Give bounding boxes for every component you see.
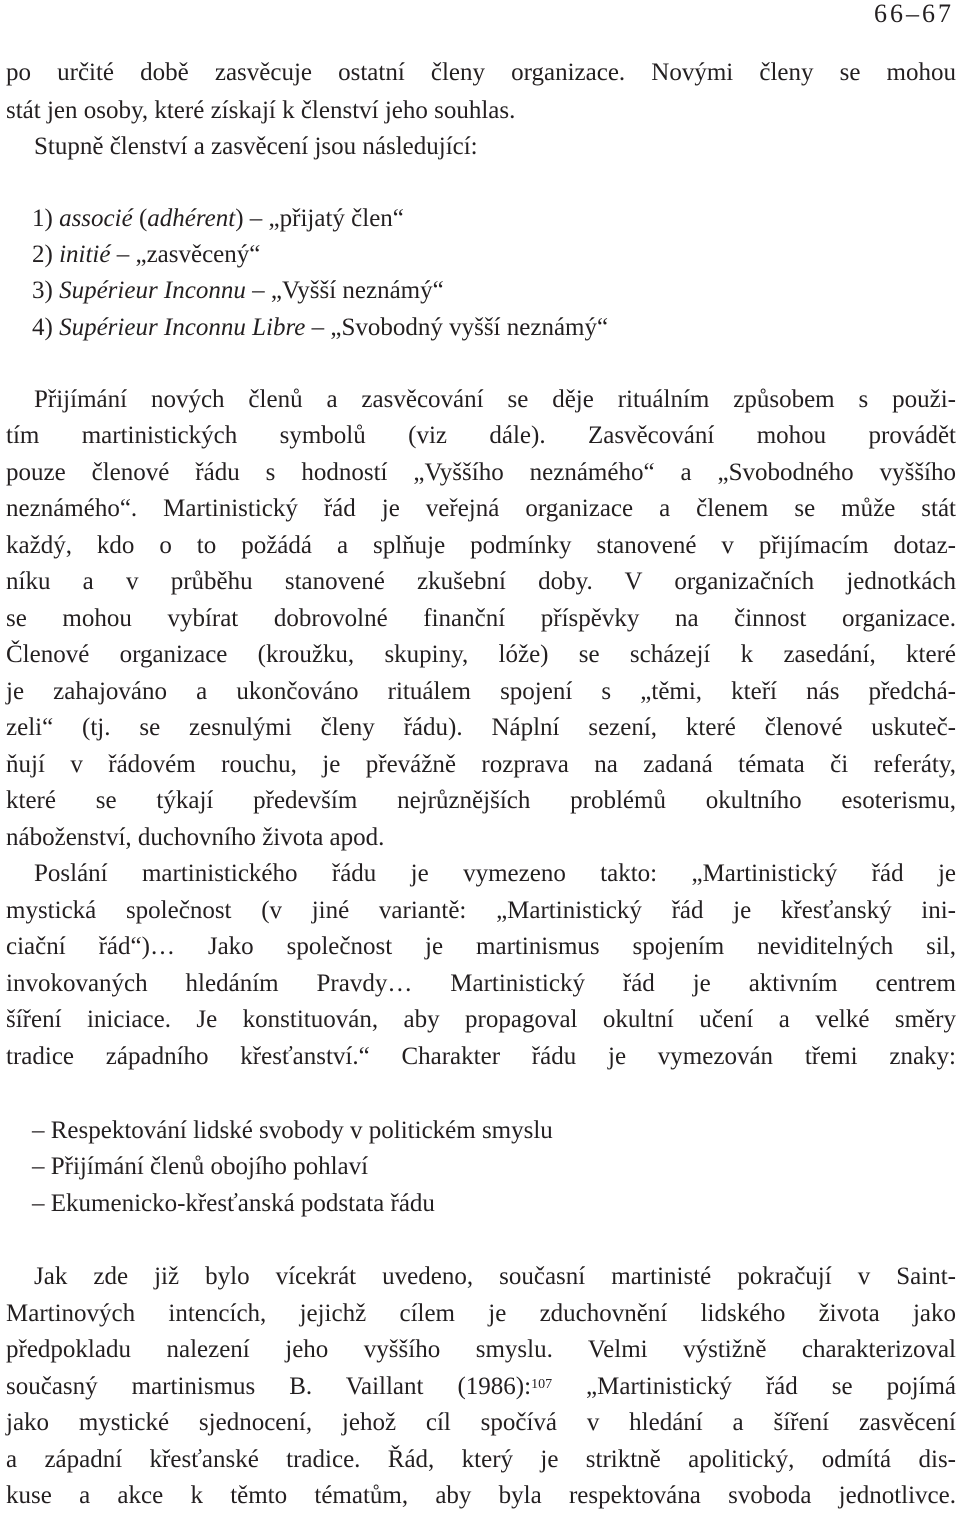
- text-line: se mohou vybírat dobrovolné finanční příspěvky na činnost organizace.: [6, 605, 956, 632]
- degree-term-alt: adhérent: [147, 205, 236, 232]
- degree-number: 2): [32, 241, 53, 268]
- text-line: ňují v řádovém rouchu, je převážně rozprava na zadaná témata či referáty,: [6, 751, 956, 778]
- trait-item: – Přijímání členů obojího pohlaví: [32, 1153, 369, 1180]
- text-line: tím martinistických symbolů (viz dále). Zasvěcování mohou provádět: [6, 422, 956, 449]
- text-line: mystická společnost (v jiné variantě: „Martinistický řád je křesťanský ini-: [6, 897, 956, 924]
- text-line: je zahajováno a ukončováno rituálem spojení s „těmi, kteří nás předchá-: [6, 678, 956, 705]
- text-line: zeli“ (tj. se zesnulými členy řádu). Náplní sezení, které členové uskuteč-: [6, 714, 956, 741]
- text-line: invokovaných hledáním Pravdy… Martinistický řád je aktivním centrem: [6, 970, 956, 997]
- page-number: 66–67: [874, 0, 954, 28]
- trait-item: – Ekumenicko-křesťanská podstata řádu: [32, 1190, 435, 1217]
- text-line: jako mystické sjednocení, jehož cíl spočívá v hledání a šíření zasvěcení: [6, 1409, 956, 1436]
- degree-number: 4): [32, 314, 53, 341]
- text-line: Stupně členství a zasvěcení jsou následující:: [34, 133, 478, 160]
- text-line: předpokladu nalezení jeho vyššího smyslu. Velmi výstižně charakterizoval: [6, 1336, 956, 1363]
- degree-term: initié: [59, 241, 111, 268]
- text-line: ciační řád“)… Jako společnost je martinismus spojením neviditelných sil,: [6, 933, 956, 960]
- degree-item: [32, 276, 444, 306]
- degree-translation: – „zasvěcený“: [110, 241, 261, 268]
- degree-item: [32, 240, 260, 270]
- degree-term: Supérieur Inconnu Libre: [59, 314, 306, 341]
- text-line: každý, kdo o to požádá a splňuje podmínky stanovené v přijímacím dotaz-: [6, 532, 956, 559]
- text-line: náboženství, duchovního života apod.: [6, 824, 385, 851]
- degree-translation: – „Vyšší neznámý“: [245, 277, 444, 304]
- text-fragment: „Martinistický řád se pojímá: [552, 1373, 957, 1400]
- text-line: kuse a akce k těmto tématům, aby byla respektována svoboda jednotlivce.: [6, 1482, 956, 1509]
- text-line: Poslání martinistického řádu je vymezeno takto: „Martinistický řád je: [34, 860, 956, 887]
- degree-translation: – „Svobodný vyšší neznámý“: [305, 314, 609, 341]
- degree-number: 1): [32, 205, 53, 232]
- text-line: pouze členové řádu s hodností „Vyššího neznámého“ a „Svobodného vyššího: [6, 459, 956, 486]
- trait-item: – Respektování lidské svobody v politickém smyslu: [32, 1117, 553, 1144]
- text-fragment: současný martinismus B. Vaillant (1986):: [6, 1373, 532, 1400]
- degree-number: 3): [32, 277, 53, 304]
- text-line: neznámého“. Martinistický řád je veřejná organizace a členem se může stát: [6, 495, 956, 522]
- text-line-with-footnote: [6, 1372, 956, 1402]
- footnote-reference: 107: [531, 1377, 553, 1392]
- degree-paren-open: (: [132, 205, 148, 232]
- text-line: Martinových intencích, jejichž cílem je zduchovnění lidského života jako: [6, 1300, 956, 1327]
- text-line: Členové organizace (kroužku, skupiny, lóže) se scházejí k zasedání, které: [6, 641, 956, 668]
- text-line: a západní křesťanské tradice. Řád, který je striktně apolitický, odmítá dis-: [6, 1446, 956, 1473]
- degree-term: Supérieur Inconnu: [59, 277, 246, 304]
- degree-item: [32, 313, 608, 343]
- text-line: šíření iniciace. Je konstituován, aby propagoval okultní učení a velké směry: [6, 1006, 956, 1033]
- degree-term: associé: [59, 205, 133, 232]
- text-line: Přijímání nových členů a zasvěcování se děje rituálním způsobem s použi-: [34, 386, 956, 413]
- degree-translation: – „přijatý člen“: [243, 205, 404, 232]
- text-line: níku a v průběhu stanovené zkušební doby. V organizačních jednotkách: [6, 568, 956, 595]
- degree-paren-close: ): [235, 205, 244, 232]
- degree-item: [32, 204, 404, 234]
- text-line: po určité době zasvěcuje ostatní členy organizace. Novými členy se mohou: [6, 59, 956, 86]
- text-line: tradice západního křesťanství.“ Charakter řádu je vymezován třemi znaky:: [6, 1043, 956, 1070]
- book-page: [6, 0, 956, 1520]
- text-line: Jak zde již bylo vícekrát uvedeno, současní martinisté pokračují v Saint-: [34, 1263, 956, 1290]
- text-line: stát jen osoby, které získají k členství jeho souhlas.: [6, 97, 516, 124]
- text-line: které se týkají především nejrůznějších problémů okultního esoterismu,: [6, 787, 956, 814]
